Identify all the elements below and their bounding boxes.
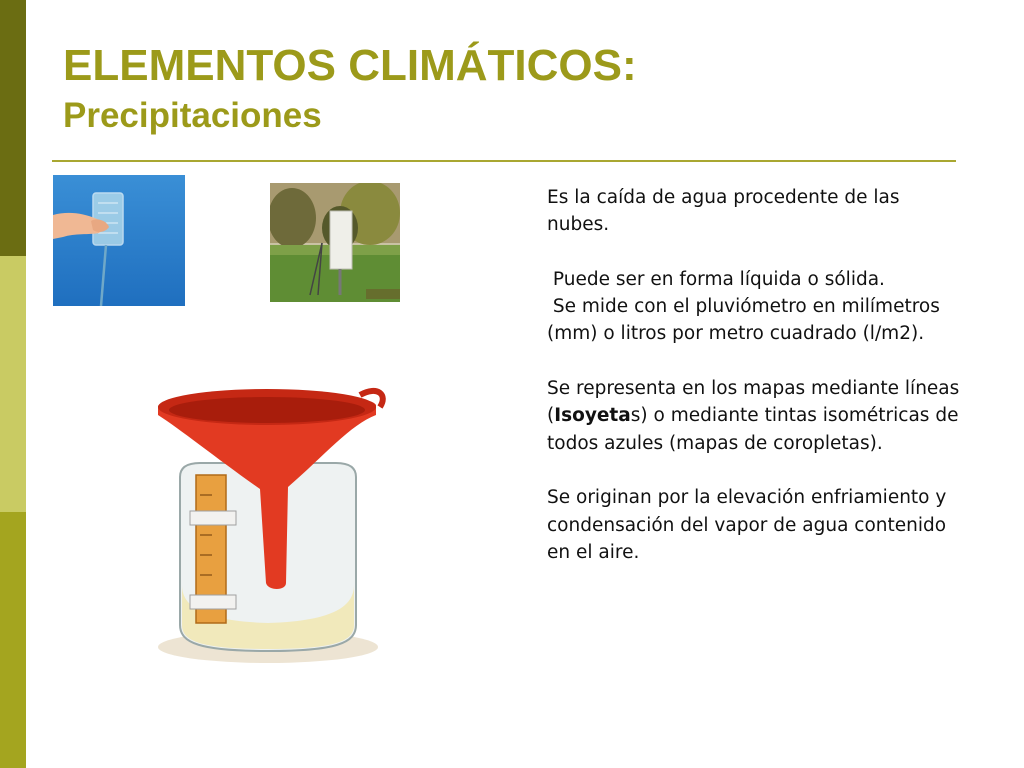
title-main: ELEMENTOS CLIMÁTICOS:	[63, 41, 637, 90]
side-bar-middle	[0, 256, 26, 512]
paragraph-origin	[547, 484, 962, 566]
maps-text-after: s) o mediante tintas isométricas de todos azules (mapas de coropletas).	[547, 405, 959, 454]
side-bar-top	[0, 0, 26, 256]
definition-text: Es la caída de agua procedente de las nubes.	[547, 187, 900, 236]
form-text: Puede ser en forma líquida o sólida.	[547, 268, 885, 290]
maps-text-before: Se representa en los mapas mediante líneas (	[547, 378, 960, 427]
pluviometer-station-photo	[270, 183, 400, 302]
hand-rain-gauge-photo	[53, 175, 185, 306]
origin-text: Se originan por la elevación enfriamiento y condensación del vapor de agua contenido en el aire.	[547, 487, 947, 563]
isoyeta-term: Isoyeta	[554, 405, 631, 427]
paragraph-measurement	[547, 266, 962, 348]
paragraph-maps	[547, 375, 962, 457]
paragraph-definition	[547, 184, 962, 239]
title-divider	[52, 160, 956, 162]
body-text	[547, 184, 962, 566]
funnel-jar-illustration	[150, 385, 392, 665]
measurement-text: Se mide con el pluviómetro en milímetros (mm) o litros por metro cuadrado (l/m2).	[547, 296, 946, 345]
side-bar-bottom	[0, 512, 26, 768]
title-subtitle: Precipitaciones	[63, 96, 322, 135]
slide-title	[63, 41, 637, 135]
